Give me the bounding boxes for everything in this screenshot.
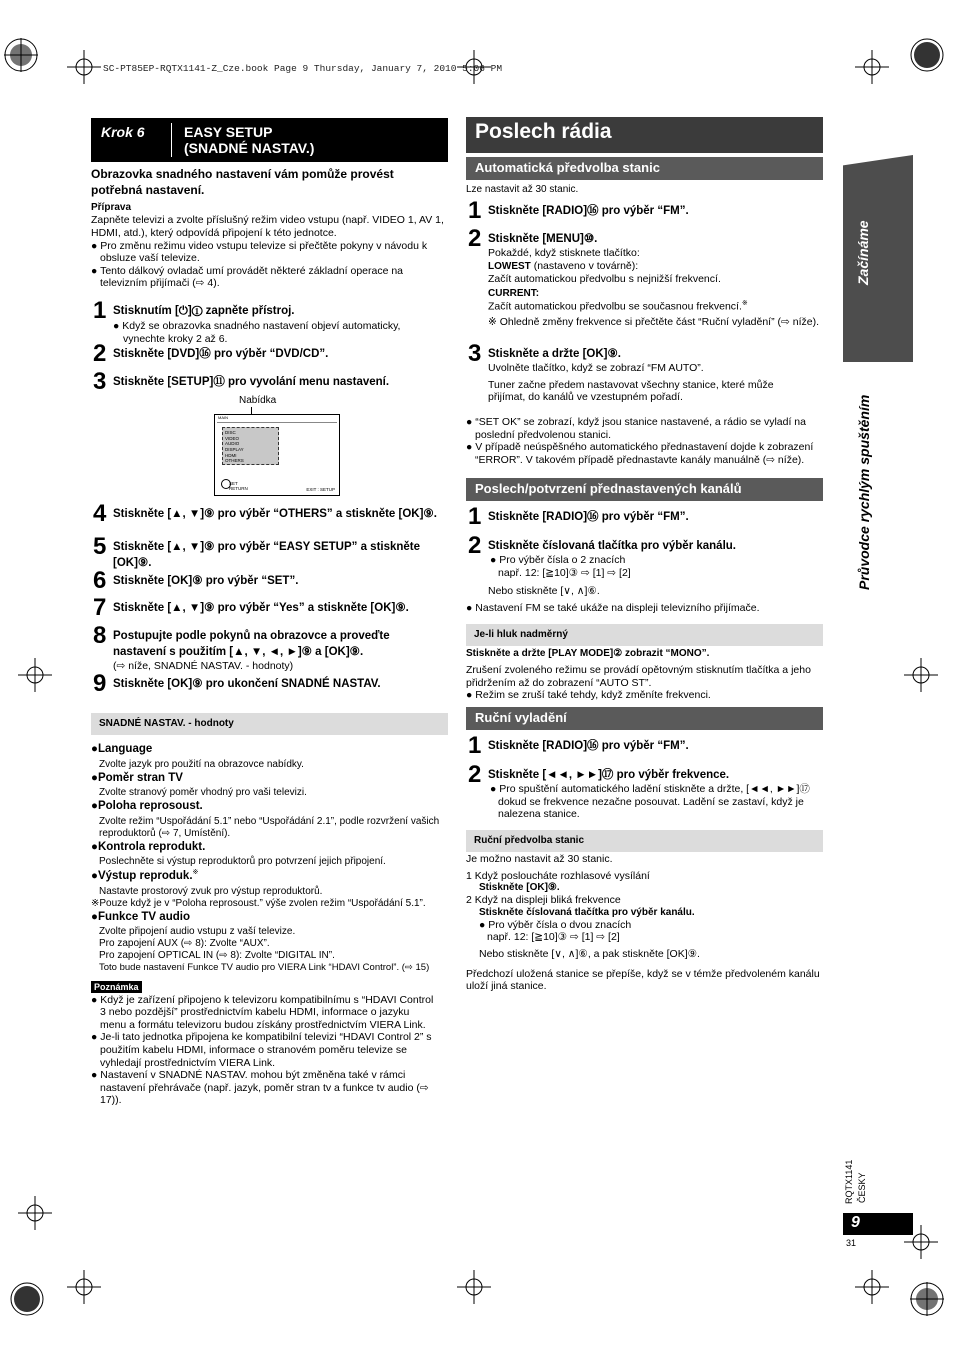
step-text: Stiskněte [▲, ▼]⑨ pro výběr “Yes” a stiskněte [OK]⑨. (113, 602, 409, 614)
lowest-rest: (nastaveno v továrně): (530, 259, 639, 272)
screen-menu-item: OTHERS (225, 458, 244, 464)
section-noise: Je-li hluk nadměrný (466, 624, 823, 646)
step-sub: Začít automatickou předvolbu se současnou frekvencí. (488, 300, 742, 313)
crosshair-lower-left (18, 1196, 52, 1230)
step-number: 1 (468, 732, 482, 759)
sec5-intro: Je možno nastavit až 30 stanic. (466, 853, 613, 865)
sec5-line-bold: Stiskněte číslovaná tlačítka pro výběr kanálu. (479, 906, 695, 918)
screen-menu-item: DISPLAY (225, 446, 244, 452)
page-number: 9 (843, 1213, 913, 1235)
crosshair-top-left (67, 50, 101, 84)
screen-divider (217, 422, 337, 423)
sec3-bold: Stiskněte a držte [PLAY MODE]② zobrazit “MONO”. (466, 648, 710, 659)
step-text: Stiskněte [▲, ▼]⑨ pro výběr “OTHERS” a stiskněte [OK]⑨. (113, 508, 437, 520)
sec5-line: 2 Když na displeji bliká frekvence (466, 894, 621, 907)
note-label: Poznámka (91, 981, 142, 994)
screen-callout: Nabídka (239, 395, 277, 406)
crosshair-bottom-left (67, 1270, 101, 1304)
sec5-line: 1 Když posloucháte rozhlasové vysílání (466, 869, 650, 882)
step-title-line2: (SNADNÉ NASTAV.) (184, 140, 315, 156)
sec1-bullets (466, 416, 823, 466)
step-number: 3 (93, 368, 107, 395)
section-manual-tuning: Ruční vyladění (466, 707, 823, 730)
step-number: 8 (93, 622, 107, 649)
priprava-text: Zapněte televizi a zvolte příslušný režim video vstupu (např. VIDEO 1, AV 1, HDMI, atd.), který odpovídá připojení k této jednotce. (91, 214, 444, 239)
step-sub: např. 12: [≧10]③ ⇨ [1] ⇨ [2] (498, 566, 631, 579)
crosshair-bottom-right (855, 1270, 889, 1304)
value-item: ●Funkce TV audio Zvolte připojení audio vstupu z vaší televize. Pro zapojení AUX (⇨ 8): Zvolte “AUX”. Pro zapojení OPTICAL IN (⇨ 8): Zvolte “DIGITAL IN”. Toto bude nastavení Funkce TV audio pro VIERA Link “HDAVI Control”. (⇨ 15) (91, 911, 448, 974)
model-code: RQTX1141 (844, 1159, 854, 1204)
value-item: ●Poloha reprosoust. Zvolte režim “Uspořádání 5.1” nebo “Uspořádání 2.1”, podle rozvržení vašich reproduktorů (⇨ 7, Umístění). (91, 800, 448, 840)
step-number: 5 (93, 533, 107, 560)
menu-screen-illustration (214, 414, 340, 496)
value-name: Výstup reproduk. (97, 870, 193, 883)
step-number: 2 (468, 532, 482, 559)
step-text: Stiskněte [DVD]⑯ pro výběr “DVD/CD”. (113, 348, 329, 360)
step-number: 7 (93, 594, 107, 621)
chapter-tab (843, 155, 913, 362)
sec5-line-bold: Stiskněte [OK]⑨. (479, 882, 560, 894)
note-item: ● Je-li tato jednotka připojena ke kompatibilní televizi “HDAVI Control 2” s použitím kabelu HDMI, informace o stranovém poměru televize se vyhledají prostřednictvím VIERA Link. (91, 1031, 432, 1069)
sec3-text: Zrušení zvoleného režimu se provádí opětovným stisknutím tlačítka a jeho přidržením až do zobrazení “AUTO ST”. (466, 664, 811, 689)
priprava-bullet: ● Tento dálkový ovladač umí provádět některé základní operace na televizním přijímači (⇨ 4). (91, 264, 404, 290)
value-desc: Zvolte režim “Uspořádání 5.1” nebo “Uspořádání 2.1”, podle rozvržení vašich reproduktorů (⇨ 7, Umístění). (99, 815, 440, 839)
value-name: Poloha reprosoust. (97, 800, 203, 813)
lead-text: Obrazovka snadného nastavení vám pomůže provést potřebná nastavení. (91, 167, 394, 198)
screen-menu (222, 427, 279, 465)
screen-return: RETURN (229, 486, 248, 492)
step-sub: Pokaždé, když stisknete tlačítko: (488, 247, 640, 260)
book-line: SC-PT85EP-RQTX1141-Z_Cze.book Page 9 Thursday, January 7, 2010 5:06 PM (103, 63, 503, 74)
step-text: Stiskněte [SETUP]⑪ pro vyvolání menu nastavení. (113, 376, 390, 388)
value-name: Poměr stran TV (97, 771, 183, 784)
step-sub: Uvolněte tlačítko, když se zobrazí “FM AUTO”. (488, 362, 704, 375)
left-intro (91, 166, 448, 290)
screen-exit: EXIT : SETUP (306, 487, 335, 492)
screen-set: SET (229, 481, 238, 486)
sec3-body (466, 648, 823, 702)
step-text: Stiskněte [MENU]⑩. (488, 233, 598, 245)
sec1-bullet: ● “SET OK” se zobrazí, když jsou stanice nastavené, a rádio se vyladí na poslední předvolenou stanici. (466, 416, 806, 441)
sec5-line: ● Pro výběr čísla o dvou znacích (479, 918, 632, 931)
step-sub: Tuner začne předem nastavovat všechny stanice, které může přijímat, do kanálů ve vzestupném pořadí. (488, 378, 774, 404)
chapter-tab-label: Začínáme (855, 220, 871, 285)
sec5-body (466, 853, 823, 993)
value-desc: Pro zapojení OPTICAL IN (⇨ 8): Zvolte “DIGITAL IN”. (99, 950, 335, 962)
step-text: Postupujte podle pokynů na obrazovce a proveďte nastavení s použitím [▲, ▼, ◄, ►]⑨ a [OK]⑨. (113, 630, 390, 659)
current-label: CURRENT: (488, 288, 540, 300)
value-desc: Poslechněte si výstup reproduktorů pro potvrzení jejich připojení. (99, 856, 386, 868)
value-desc: ※Pouze když je v “Poloha reprosoust.” výše zvolen režim “Uspořádání 5.1”. (91, 897, 426, 909)
priprava-label: Příprava (91, 202, 132, 214)
section-preset-channels: Poslech/potvrzení přednastavených kanálů (466, 478, 823, 501)
step-text: Stiskněte a držte [OK]⑨. (488, 348, 622, 360)
step-text: Stiskněte číslovaná tlačítka pro výběr kanálu. (488, 540, 736, 552)
section-auto-preset: Automatická předvolba stanic (466, 157, 823, 180)
step-sub: Začít automatickou předvolbu s nejnižší frekvencí. (488, 272, 721, 285)
note-item: ● Když je zařízení připojeno k televizoru kompatibilnímu s “HDAVI Control 3 nebo pozdější” prostřednictvím kabelu HDMI, informace o jazyku menu a formátu televizoru budou získány prostřednictvím VIERA Link. (91, 993, 434, 1031)
step-text: Stiskněte [RADIO]⑯ pro výběr “FM”. (488, 511, 689, 523)
screen-menu-item: AUDIO (225, 441, 240, 447)
screen-menu-item: DISC (225, 430, 236, 435)
step-sub: ● Pro spuštění automatického ladění stiskněte a držte, [◄◄, ►►]⑰ dokud se frekvence nezačne posouvat. Ladění se zastaví, když je nalezena stanice. (490, 783, 810, 821)
step-text: Stisknutím [⏻]① zapněte přístroj. (113, 305, 295, 317)
language-label: ČESKY (857, 1172, 867, 1203)
sec1-intro: Lze nastavit až 30 stanic. (466, 184, 579, 195)
crosshair-mid-right (904, 658, 938, 692)
sec5-line: např. 12: [≧10]③ ⇨ [1] ⇨ [2] (487, 931, 620, 944)
sec5-line: Nebo stiskněte [∨, ∧]⑥, a pak stiskněte [OK]⑨. (479, 947, 700, 960)
sec2-bullet: ● Nastavení FM se také ukáže na displeji televizního přijímače. (466, 602, 760, 614)
section-side-label: Průvodce rychlým spuštěním (856, 394, 872, 590)
step-number: 6 (93, 567, 107, 594)
step-text: Stiskněte [RADIO]⑯ pro výběr “FM”. (488, 205, 689, 217)
value-item: ●Výstup reproduk.※ Nastavte prostorový zvuk pro výstup reproduktorů. ※Pouze když je v “Poloha reprosoust.” výše zvolen režim “Uspořádání 5.1”. (91, 869, 448, 909)
step-sub: Nebo stiskněte [∨, ∧]⑥. (488, 585, 600, 598)
sec1-bullet: ● V případě neúspěšného automatického přednastavení dojde k zobrazení “ERROR”. V takovém případě přednastavte kanály manuálně (⇨ níže). (466, 441, 814, 466)
step-number: 9 (93, 670, 107, 697)
screen-menu-item: VIDEO (225, 435, 240, 441)
crosshair-top-right (855, 50, 889, 84)
step-number: 2 (468, 225, 482, 252)
sec3-bullet: ● Režim se zruší také tehdy, když změníte frekvenci. (466, 689, 711, 702)
step-number: 3 (468, 340, 482, 367)
values-header: SNADNÉ NASTAV. - hodnoty (91, 713, 448, 735)
value-desc: Zvolte stranový poměr vhodný pro vaši televizi. (99, 787, 307, 799)
step-number: 1 (468, 503, 482, 530)
value-desc: Toto bude nastavení Funkce TV audio pro VIERA Link “HDAVI Control”. (⇨ 15) (99, 962, 430, 974)
value-desc: Zvolte jazyk pro použití na obrazovce nabídky. (99, 758, 304, 770)
step-header (91, 118, 448, 162)
step-number: 2 (93, 340, 107, 367)
page-title: Poslech rádia (466, 117, 823, 153)
priprava-bullet: ● Pro změnu režimu video vstupu televize si přečtěte pokyny v návodu k obsluze vaší televize. (91, 239, 428, 265)
registration-mark-bottom-right (910, 1282, 944, 1316)
value-name: Funkce TV audio (97, 910, 190, 923)
crosshair-mid-left (18, 658, 52, 692)
page-number-small: 31 (846, 1238, 857, 1248)
right-sec1 (466, 184, 823, 196)
screen-menu-item: HDMI (225, 452, 237, 458)
step-number: 1 (468, 197, 482, 224)
value-item: ●Poměr stran TV Zvolte stranový poměr vhodný pro vaši televizi. (91, 772, 448, 800)
step-text: Stiskněte [RADIO]⑯ pro výběr “FM”. (488, 740, 689, 752)
step-note: ※ Ohledně změny frekvence si přečtěte část “Ruční vyladění” (⇨ níže). (488, 316, 819, 329)
value-name: Kontrola reprodukt. (97, 840, 206, 853)
step-number: 2 (468, 761, 482, 788)
step-number: 1 (93, 297, 107, 324)
lowest-label: LOWEST (488, 260, 531, 272)
value-item: ●Language Zvolte jazyk pro použití na obrazovce nabídky. (91, 743, 448, 771)
step-text: Stiskněte [OK]⑨ pro ukončení SNADNÉ NASTAV. (113, 678, 381, 690)
step-sub: ● Pro výběr čísla o 2 znacích (490, 554, 626, 567)
step-text: Stiskněte [▲, ▼]⑨ pro výběr “EASY SETUP” a stiskněte [OK]⑨. (113, 541, 421, 570)
step-title-line1: EASY SETUP (184, 124, 273, 140)
note-item: ● Nastavení v SNADNÉ NASTAV. mohou být změněna také v rámci nastavení přehrávače (např. jazyk, poměr stran tv a funkce tv audio (⇨ 17)). (91, 1069, 429, 1107)
registration-mark-top-right (910, 38, 944, 72)
registration-mark-bottom-left (10, 1282, 44, 1316)
step-number: 4 (93, 500, 107, 527)
values-list (91, 743, 448, 1107)
step-sub: ● Když se obrazovka snadného nastavení objeví automaticky, vynechte kroky 2 až 6. (113, 320, 401, 345)
section-manual-preset: Ruční předvolba stanic (466, 830, 823, 852)
step-label: Krok 6 (101, 124, 145, 140)
screen-main-label: MAIN (218, 415, 228, 420)
value-name: Language (97, 743, 153, 755)
value-item: ●Kontrola reprodukt. Poslechněte si výstup reproduktorů pro potvrzení jejich připojení. (91, 841, 448, 869)
step-sub: (⇨ níže, SNADNÉ NASTAV. - hodnoty) (113, 660, 294, 673)
step-separator (171, 123, 172, 157)
step-text: Stiskněte [◄◄, ►►]⑰ pro výběr frekvence. (488, 769, 730, 781)
registration-mark-top-left (4, 38, 38, 72)
sec5-outro: Předchozí uložená stanice se přepíše, když se v témže předvoleném kanálu uloží jiná stanice. (466, 967, 820, 993)
value-desc: Nastavte prostorový zvuk pro výstup reproduktorů. (99, 885, 323, 897)
value-desc: Pro zapojení AUX (⇨ 8): Zvolte “AUX”. (99, 938, 270, 950)
crosshair-bottom-center (457, 1270, 491, 1304)
value-desc: Zvolte připojení audio vstupu z vaší televize. (99, 926, 296, 938)
step-text: Stiskněte [OK]⑨ pro výběr “SET”. (113, 575, 299, 587)
